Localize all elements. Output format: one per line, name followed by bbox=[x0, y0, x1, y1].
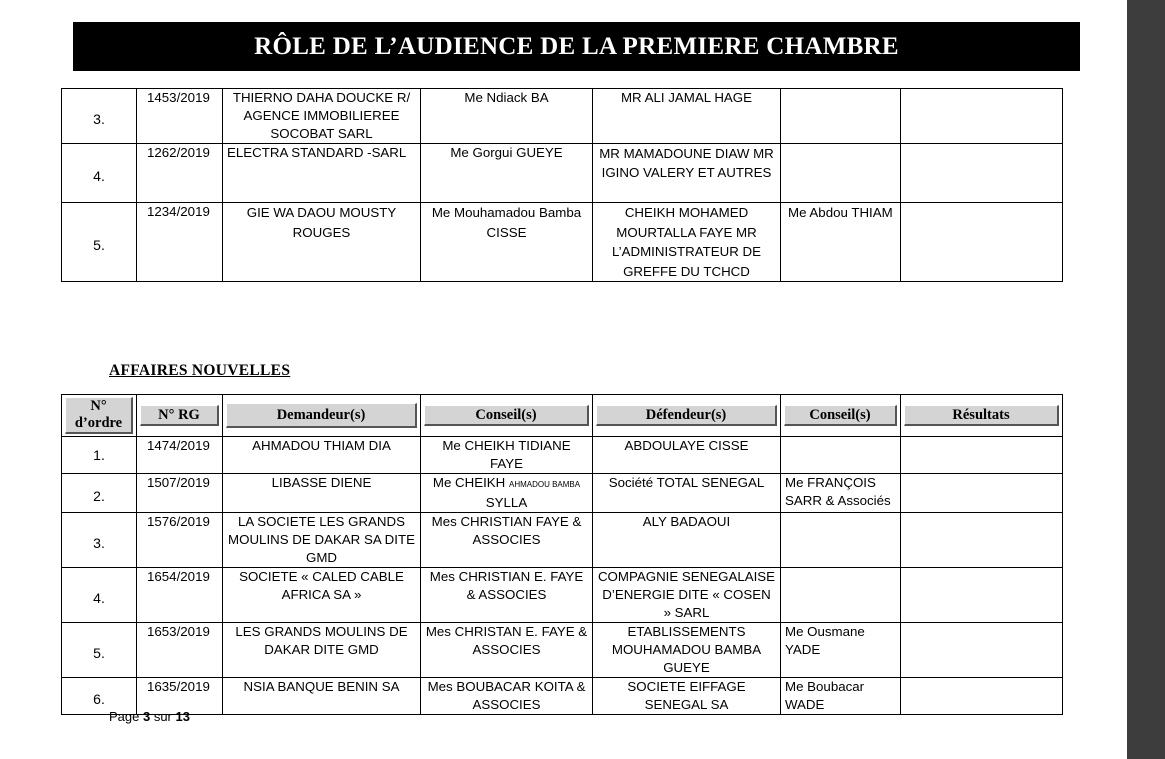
defendant: MR MAMADOUNE DIAW MR IGINO VALERY ET AUTRES bbox=[593, 144, 781, 203]
table-row bbox=[62, 437, 1063, 474]
order-number: 4. bbox=[62, 568, 137, 623]
defendant-counsel bbox=[781, 144, 901, 203]
footer-total-pages: 13 bbox=[175, 709, 190, 724]
results bbox=[901, 144, 1063, 203]
plaintiff: THIERNO DAHA DOUCKE R/ AGENCE IMMOBILIEREE SOCOBAT SARL bbox=[223, 89, 421, 144]
header-defendeur bbox=[593, 395, 781, 437]
defendant-counsel: Me Ousmane YADE bbox=[781, 623, 901, 678]
rg-number: 1474/2019 bbox=[137, 437, 223, 474]
results bbox=[901, 89, 1063, 144]
rg-number: 1576/2019 bbox=[137, 513, 223, 568]
footer-current-page: 3 bbox=[142, 709, 151, 724]
order-number: 3. bbox=[62, 89, 137, 144]
counsel: Mes CHRISTAN E. FAYE & ASSOCIES bbox=[421, 623, 593, 678]
results bbox=[901, 437, 1063, 474]
table-row bbox=[62, 678, 1063, 715]
order-number: 5. bbox=[62, 623, 137, 678]
order-number: 1. bbox=[62, 437, 137, 474]
defendant: Société TOTAL SENEGAL bbox=[593, 474, 781, 513]
defendant-counsel bbox=[781, 513, 901, 568]
counsel: Me Mouhamadou Bamba CISSE bbox=[421, 203, 593, 282]
rg-number: 1262/2019 bbox=[137, 144, 223, 203]
continued-cases-table bbox=[61, 88, 1063, 282]
defendant: ALY BADAOUI bbox=[593, 513, 781, 568]
results bbox=[901, 513, 1063, 568]
rg-number: 1653/2019 bbox=[137, 623, 223, 678]
defendant-counsel bbox=[781, 437, 901, 474]
defendant-counsel bbox=[781, 568, 901, 623]
results bbox=[901, 474, 1063, 513]
header-conseil bbox=[421, 395, 593, 437]
header-label: N° d’ordre bbox=[65, 397, 133, 434]
viewer-scrollbar[interactable] bbox=[1127, 0, 1165, 759]
order-number: 4. bbox=[62, 144, 137, 203]
defendant: COMPAGNIE SENEGALAISE D’ENERGIE DITE « COSEN » SARL bbox=[593, 568, 781, 623]
counsel-name-part: SYLLA bbox=[485, 495, 528, 510]
counsel-name-small: AHMADOU BAMBA bbox=[508, 480, 581, 489]
defendant: ETABLISSEMENTS MOUHAMADOU BAMBA GUEYE bbox=[593, 623, 781, 678]
plaintiff: LIBASSE DIENE bbox=[223, 474, 421, 513]
new-cases-table bbox=[61, 394, 1063, 715]
plaintiff: LES GRANDS MOULINS DE DAKAR DITE GMD bbox=[223, 623, 421, 678]
order-number: 5. bbox=[62, 203, 137, 282]
header-label: Conseil(s) bbox=[784, 405, 897, 426]
counsel-name-part: Me CHEIKH bbox=[432, 475, 506, 490]
rg-number: 1635/2019 bbox=[137, 678, 223, 715]
table-row bbox=[62, 89, 1063, 144]
counsel: Mes BOUBACAR KOITA & ASSOCIES bbox=[421, 678, 593, 715]
defendant-counsel bbox=[781, 89, 901, 144]
table-row bbox=[62, 144, 1063, 203]
defendant: ABDOULAYE CISSE bbox=[593, 437, 781, 474]
defendant-counsel: Me FRANÇOIS SARR & Associés bbox=[781, 474, 901, 513]
banner-title: RÔLE DE L’AUDIENCE DE LA PREMIERE CHAMBRE bbox=[73, 22, 1080, 71]
order-number: 6. bbox=[62, 678, 137, 715]
defendant-counsel: Me Abdou THIAM bbox=[781, 203, 901, 282]
header-demandeur bbox=[223, 395, 421, 437]
counsel: Mes CHRISTIAN FAYE & ASSOCIES bbox=[421, 513, 593, 568]
page-number-footer bbox=[109, 709, 190, 724]
table-header-row bbox=[62, 395, 1063, 437]
header-ordre bbox=[62, 395, 137, 437]
counsel: Mes CHRISTIAN E. FAYE & ASSOCIES bbox=[421, 568, 593, 623]
order-number: 2. bbox=[62, 474, 137, 513]
order-number: 3. bbox=[62, 513, 137, 568]
header-label: Conseil(s) bbox=[424, 405, 589, 426]
rg-number: 1234/2019 bbox=[137, 203, 223, 282]
table-row bbox=[62, 568, 1063, 623]
defendant: MR ALI JAMAL HAGE bbox=[593, 89, 781, 144]
header-resultats bbox=[901, 395, 1063, 437]
counsel: Me Ndiack BA bbox=[421, 89, 593, 144]
table-row bbox=[62, 474, 1063, 513]
plaintiff: SOCIETE « CALED CABLE AFRICA SA » bbox=[223, 568, 421, 623]
header-conseil-defendeur bbox=[781, 395, 901, 437]
results bbox=[901, 203, 1063, 282]
results bbox=[901, 678, 1063, 715]
plaintiff: AHMADOU THIAM DIA bbox=[223, 437, 421, 474]
header-label: N° RG bbox=[140, 405, 219, 426]
defendant-counsel: Me Boubacar WADE bbox=[781, 678, 901, 715]
plaintiff: NSIA BANQUE BENIN SA bbox=[223, 678, 421, 715]
counsel: Me CHEIKH TIDIANE FAYE bbox=[421, 437, 593, 474]
header-rg bbox=[137, 395, 223, 437]
results bbox=[901, 623, 1063, 678]
header-label: Résultats bbox=[904, 405, 1059, 426]
plaintiff: ELECTRA STANDARD -SARL bbox=[223, 144, 421, 203]
defendant: SOCIETE EIFFAGE SENEGAL SA bbox=[593, 678, 781, 715]
counsel: Me Gorgui GUEYE bbox=[421, 144, 593, 203]
rg-number: 1453/2019 bbox=[137, 89, 223, 144]
table-row bbox=[62, 513, 1063, 568]
header-label: Défendeur(s) bbox=[596, 405, 777, 426]
table-row bbox=[62, 623, 1063, 678]
table-row bbox=[62, 203, 1063, 282]
counsel bbox=[421, 474, 593, 513]
rg-number: 1654/2019 bbox=[137, 568, 223, 623]
footer-prefix: Page bbox=[109, 709, 143, 724]
footer-middle: sur bbox=[150, 709, 176, 724]
plaintiff: LA SOCIETE LES GRANDS MOULINS DE DAKAR SA DITE GMD bbox=[223, 513, 421, 568]
plaintiff: GIE WA DAOU MOUSTY ROUGES bbox=[223, 203, 421, 282]
header-label: Demandeur(s) bbox=[226, 403, 417, 428]
section-title: AFFAIRES NOUVELLES bbox=[109, 362, 291, 379]
defendant: CHEIKH MOHAMED MOURTALLA FAYE MR L’ADMINISTRATEUR DE GREFFE DU TCHCD bbox=[593, 203, 781, 282]
rg-number: 1507/2019 bbox=[137, 474, 223, 513]
results bbox=[901, 568, 1063, 623]
